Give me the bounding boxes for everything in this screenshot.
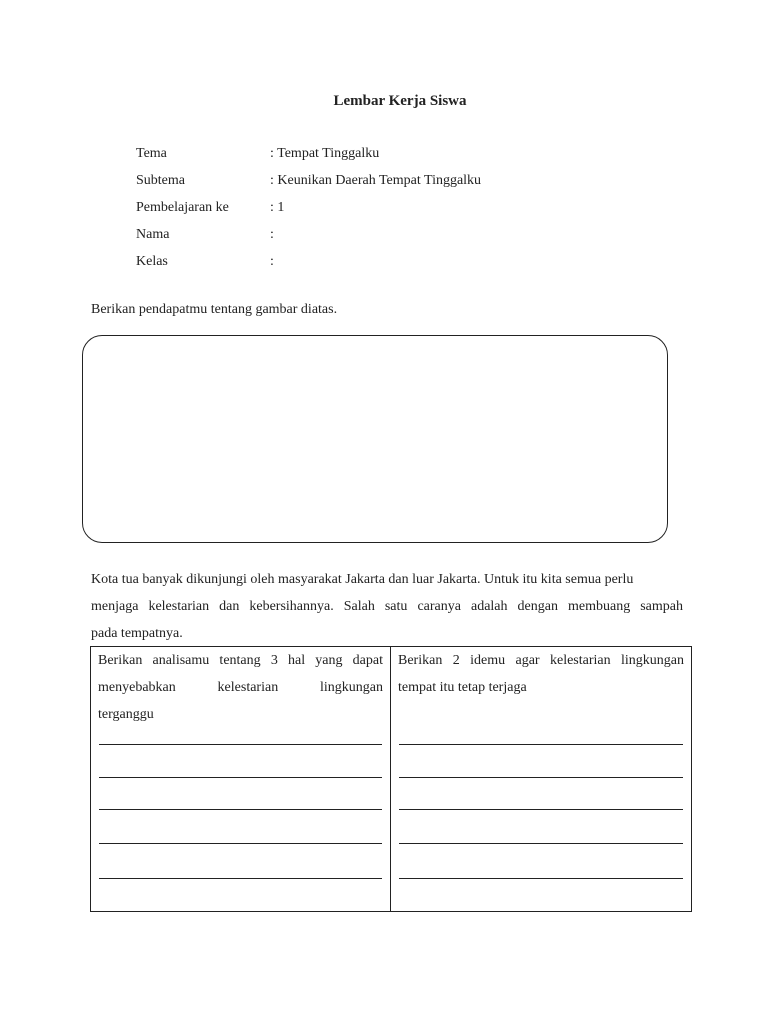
page-title: Lembar Kerja Siswa — [333, 93, 467, 109]
info-value: : Tempat Tinggalku — [270, 146, 380, 161]
task-table — [90, 646, 692, 912]
question-line: menyebabkan kelestarian lingkungan — [98, 680, 383, 695]
question-line: Berikan analisamu tentang 3 hal yang dapat — [98, 653, 383, 668]
info-block — [136, 146, 481, 281]
answer-line[interactable] — [399, 744, 683, 745]
info-row-kelas — [136, 254, 481, 281]
question-line: tempat itu tetap terjaga — [398, 680, 527, 695]
info-row-pembelajaran — [136, 200, 481, 227]
info-value: : — [270, 254, 274, 269]
answer-line[interactable] — [399, 809, 683, 810]
paragraph-line: Kota tua banyak dikunjungi oleh masyarakat Jakarta dan luar Jakarta. Untuk itu kita semua perlu — [91, 572, 634, 587]
info-row-tema — [136, 146, 481, 173]
analysis-cell — [91, 647, 391, 911]
idea-cell — [391, 647, 691, 911]
info-row-nama — [136, 227, 481, 254]
answer-line[interactable] — [99, 744, 382, 745]
opinion-answer-box[interactable] — [82, 335, 668, 543]
idea-question — [398, 647, 684, 701]
info-label: Subtema — [136, 173, 185, 188]
answer-line[interactable] — [99, 843, 382, 844]
question-line: Berikan 2 idemu agar kelestarian lingkungan — [398, 653, 684, 668]
info-value: : 1 — [270, 200, 285, 215]
info-label: Kelas — [136, 254, 168, 269]
answer-line[interactable] — [399, 843, 683, 844]
context-paragraph — [91, 566, 683, 647]
answer-line[interactable] — [99, 777, 382, 778]
info-label: Pembelajaran ke — [136, 200, 229, 215]
info-value: : — [270, 227, 274, 242]
answer-line[interactable] — [399, 878, 683, 879]
info-row-subtema — [136, 173, 481, 200]
info-value: : Keunikan Daerah Tempat Tinggalku — [270, 173, 482, 188]
opinion-prompt: Berikan pendapatmu tentang gambar diatas. — [91, 302, 338, 317]
paragraph-line: menjaga kelestarian dan kebersihannya. Salah satu caranya adalah dengan membuang sampah — [91, 599, 683, 614]
info-label: Tema — [136, 146, 167, 161]
paragraph-line: pada tempatnya. — [91, 626, 183, 641]
answer-line[interactable] — [399, 777, 683, 778]
answer-line[interactable] — [99, 878, 382, 879]
question-line: terganggu — [98, 707, 154, 722]
info-label: Nama — [136, 227, 170, 242]
analysis-question — [98, 647, 383, 728]
answer-line[interactable] — [99, 809, 382, 810]
